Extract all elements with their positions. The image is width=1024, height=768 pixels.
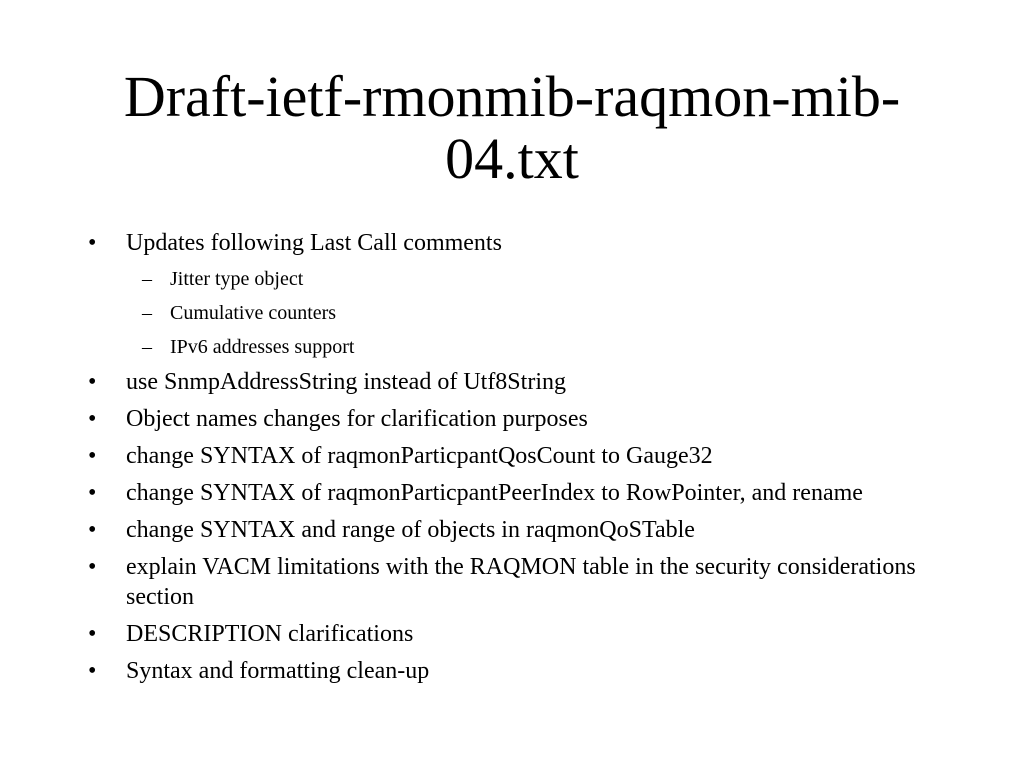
list-item [0, 656, 926, 686]
list-item [0, 619, 926, 649]
bullet-icon: • [88, 621, 97, 647]
list-item-text: change SYNTAX of raqmonParticpantQosCount to Gauge32 [126, 443, 713, 469]
list-item [0, 552, 926, 612]
list-item-text: use SnmpAddressString instead of Utf8String [126, 369, 566, 395]
bullet-icon: • [88, 480, 97, 506]
list-item [0, 515, 926, 545]
list-item-text: explain VACM limitations with the RAQMON table in the security considerations section [126, 554, 916, 610]
slide-title: Draft-ietf-rmonmib-raqmon-mib-04.txt [123, 64, 901, 191]
list-item-text: change SYNTAX of raqmonParticpantPeerIndex to RowPointer, and rename [126, 480, 863, 506]
bullet-icon: • [88, 554, 97, 580]
bullet-icon: • [88, 517, 97, 543]
dash-icon: – [142, 302, 152, 324]
dash-icon: – [142, 268, 152, 290]
sub-list-item [0, 266, 910, 292]
list-item [0, 478, 926, 508]
list-item [0, 441, 926, 471]
list-item-text: change SYNTAX and range of objects in raqmonQoSTable [126, 517, 695, 543]
list-item [0, 404, 926, 434]
bullet-icon: • [88, 658, 97, 684]
sub-list-item-text: Jitter type object [170, 268, 304, 290]
dash-icon: – [142, 336, 152, 358]
sub-list-item-text: IPv6 addresses support [170, 336, 355, 358]
sub-list-item [0, 334, 910, 360]
sub-list-item [0, 300, 910, 326]
list-item [0, 228, 926, 258]
list-item-text: Object names changes for clarification purposes [126, 406, 588, 432]
list-item-text: DESCRIPTION clarifications [126, 621, 414, 647]
bullet-icon: • [88, 369, 97, 395]
list-item-text: Syntax and formatting clean-up [126, 658, 430, 684]
bullet-icon: • [88, 443, 97, 469]
sub-list-item-text: Cumulative counters [170, 302, 337, 324]
bullet-icon: • [88, 230, 97, 256]
bullet-list [0, 228, 1024, 686]
list-item [0, 367, 926, 397]
bullet-icon: • [88, 406, 97, 432]
list-item-text: Updates following Last Call comments [126, 230, 502, 256]
